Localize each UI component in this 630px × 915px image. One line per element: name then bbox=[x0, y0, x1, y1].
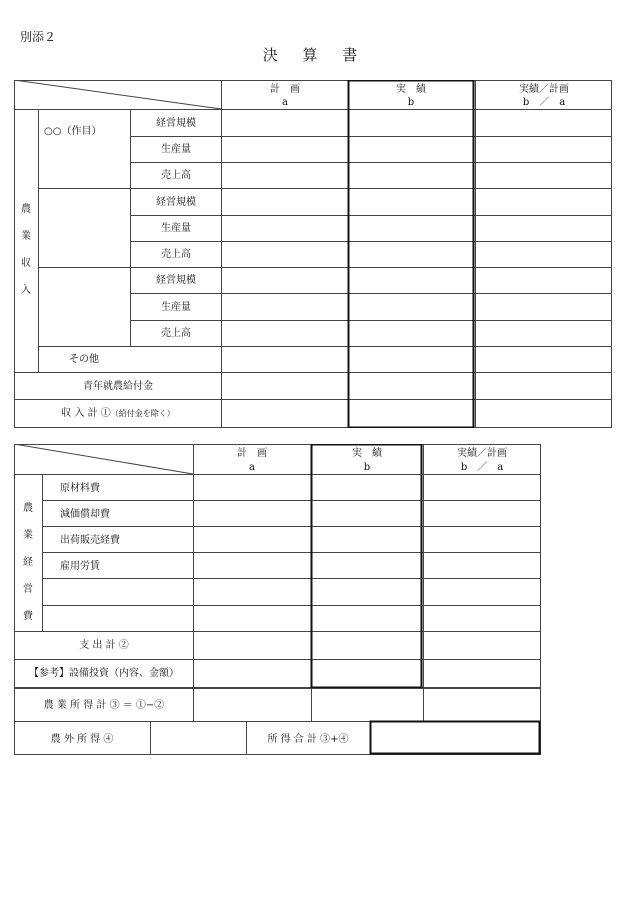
plan-sub-header: a bbox=[282, 97, 288, 108]
row-label-scale-2: 経営規模 bbox=[156, 197, 196, 208]
expense-table bbox=[14, 444, 541, 688]
other-label: その他 bbox=[69, 354, 99, 365]
income-table bbox=[14, 80, 612, 428]
row-label-scale-3: 経営規模 bbox=[156, 275, 196, 286]
expense-item-shipping: 出荷販売経費 bbox=[60, 535, 120, 546]
row-label-production-2: 生産量 bbox=[161, 223, 191, 234]
plan-header: 計 画 bbox=[270, 84, 300, 95]
income-total-label: 収 入 計 ①（給付金を除く） bbox=[61, 408, 175, 419]
income-table-grid bbox=[14, 80, 612, 428]
ratio-sub-header: b ／ a bbox=[460, 462, 504, 473]
ratio-header: 実績／計画 bbox=[519, 84, 569, 95]
attachment-label: 別添２ bbox=[20, 30, 57, 44]
capex-reference-label: 【参考】設備投資（内容、金額） bbox=[29, 668, 179, 679]
actual-header: 実 績 bbox=[352, 448, 382, 459]
page-title: 決 算 書 bbox=[262, 46, 368, 64]
ratio-header: 実績／計画 bbox=[457, 448, 507, 459]
row-label-sales-2: 売上高 bbox=[161, 249, 191, 260]
non-farm-income-label: 農 外 所 得 ④ bbox=[50, 734, 114, 745]
income-category-label: 農 業 収 入 bbox=[21, 204, 31, 296]
expense-total-label: 支 出 計 ② bbox=[79, 640, 129, 651]
actual-sub-header: b bbox=[407, 97, 415, 108]
row-label-production-1: 生産量 bbox=[161, 144, 191, 155]
crop-label: ○○（作目） bbox=[44, 126, 102, 137]
row-label-sales-3: 売上高 bbox=[161, 328, 191, 339]
expense-category-label: 農 業 経 営 費 bbox=[23, 503, 33, 622]
row-label-production-3: 生産量 bbox=[161, 302, 191, 313]
ratio-sub-header: b ／ a bbox=[522, 97, 566, 108]
actual-header: 実 績 bbox=[396, 84, 426, 95]
subsidy-label: 青年就農給付金 bbox=[83, 381, 153, 392]
expense-item-labor: 雇用労賃 bbox=[60, 561, 100, 572]
row-label-sales-1: 売上高 bbox=[161, 170, 191, 181]
row-label-scale-1: 経営規模 bbox=[156, 118, 196, 129]
income-summary bbox=[14, 688, 541, 755]
expense-item-materials: 原材料費 bbox=[60, 483, 100, 494]
plan-sub-header: a bbox=[249, 462, 255, 473]
farm-income-label: 農 業 所 得 計 ③ ＝ ①−② bbox=[43, 700, 165, 711]
expense-item-depreciation: 減価償却費 bbox=[60, 509, 110, 520]
plan-header: 計 画 bbox=[237, 448, 267, 459]
total-income-label: 所 得 合 計 ③+④ bbox=[267, 734, 349, 745]
actual-sub-header: b bbox=[363, 462, 371, 473]
